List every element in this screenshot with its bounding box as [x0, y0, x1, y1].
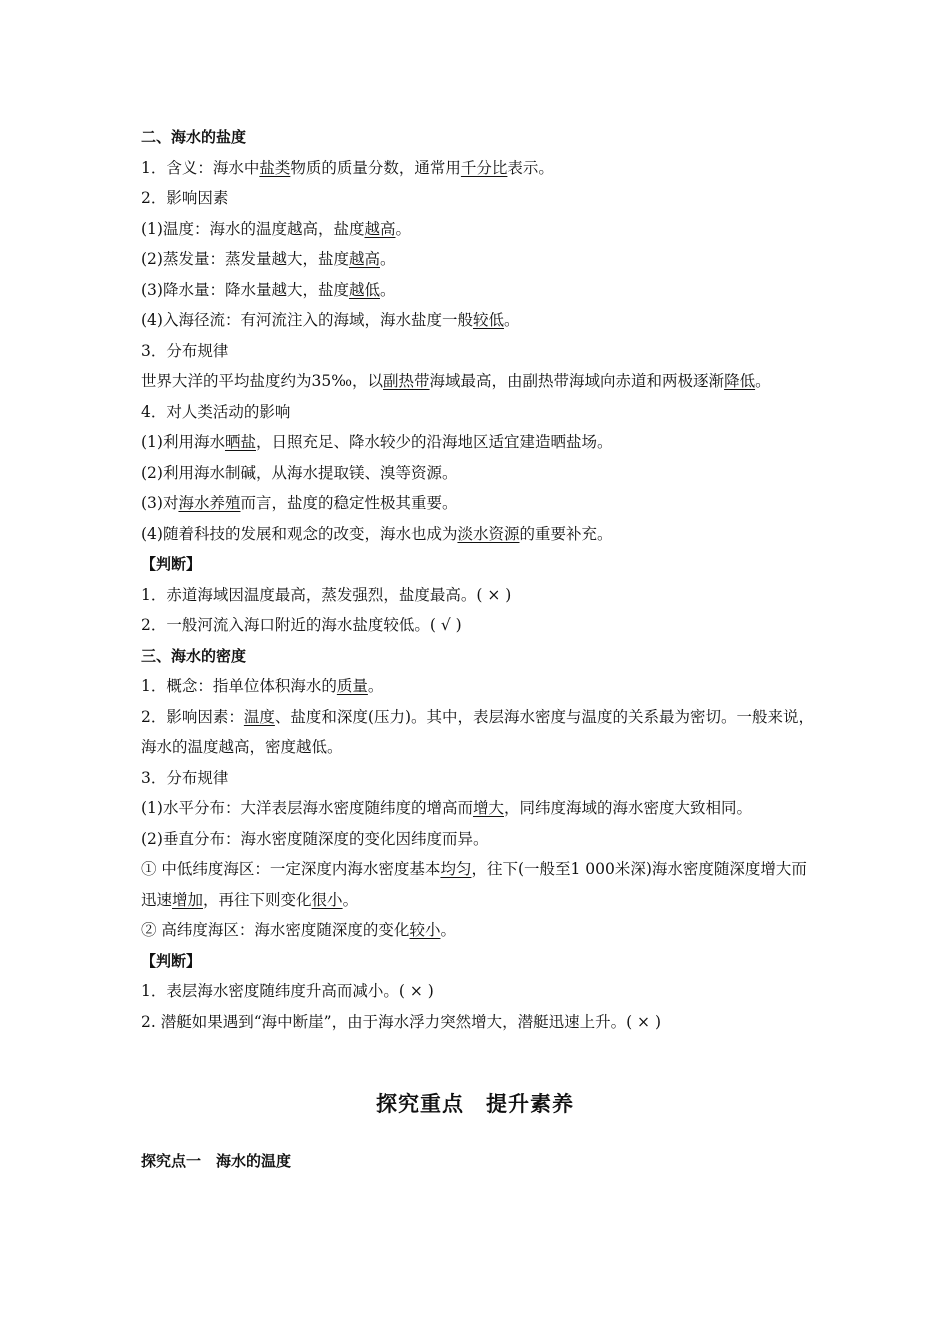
salinity-distribution-title: 3．分布规律 [141, 341, 229, 360]
heading-salinity: 二、海水的盐度 [141, 128, 247, 146]
salinity-factor-temperature: (1)温度：海水的温度越高，盐度越高。 [141, 219, 411, 238]
density-factors: 2．影响因素：温度、盐度和深度(压力)。其中，表层海水密度与温度的关系最为密切。一般来说，海水的温度越高，密度越低。 [141, 707, 814, 756]
density-judge-2: 2. 潜艇如果遇到“海中断崖”，由于海水浮力突然增大，潜艇迅速上升。( × ) [141, 1012, 662, 1031]
density-distribution-title: 3．分布规律 [141, 768, 229, 787]
salinity-impact-title: 4．对人类活动的影响 [141, 402, 291, 421]
section-title: 探究重点 提升素养 [376, 1092, 574, 1116]
salinity-factor-runoff: (4)入海径流：有河流注入的海域，海水盐度一般较低。 [141, 311, 520, 329]
density-judge-1: 1．表层海水密度随纬度升高而减小。( × ) [141, 982, 434, 1000]
density-vertical: (2)垂直分布：海水密度随深度的变化因纬度而异。 [141, 829, 489, 848]
salinity-impact-1: (1)利用海水晒盐，日照充足、降水较少的沿海地区适宜建造晒盐场。 [141, 433, 613, 451]
salinity-factor-precipitation: (3)降水量：降水量越大，盐度越低。 [141, 280, 396, 299]
density-judge-title: 【判断】 [141, 951, 202, 970]
sub-section-title: 探究点一 海水的温度 [141, 1152, 292, 1170]
density-concept: 1．概念：指单位体积海水的质量。 [141, 677, 384, 695]
salinity-impact-4: (4)随着科技的发展和观念的改变，海水也成为淡水资源的重要补充。 [141, 524, 613, 543]
salinity-judge-1: 1．赤道海域因温度最高，蒸发强烈，盐度最高。( × ) [141, 585, 512, 604]
salinity-impact-3: (3)对海水养殖而言，盐度的稳定性极其重要。 [141, 494, 458, 512]
density-horizontal: (1)水平分布：大洋表层海水密度随纬度的增高而增大，同纬度海域的海水密度大致相同。 [141, 799, 752, 817]
salinity-factor-evaporation: (2)蒸发量：蒸发量越大，盐度越高。 [141, 250, 396, 268]
salinity-impact-2: (2)利用海水制碱，从海水提取镁、溴等资源。 [141, 463, 458, 482]
density-low-mid-latitude: ① 中低纬度海区：一定深度内海水密度基本均匀，往下(一般至1 000米深)海水密度随深度增大而迅速增加，再往下则变化很小。 [141, 860, 807, 909]
heading-density: 三、海水的密度 [141, 646, 247, 665]
salinity-judge-2: 2．一般河流入海口附近的海水盐度较低。( √ ) [141, 616, 462, 634]
salinity-factors-title: 2．影响因素 [141, 189, 229, 207]
salinity-definition: 1．含义：海水中盐类物质的质量分数，通常用千分比表示。 [141, 158, 554, 177]
density-high-latitude: ② 高纬度海区：海水密度随深度的变化较小。 [141, 921, 456, 939]
salinity-judge-title: 【判断】 [141, 555, 202, 573]
document-body [141, 122, 821, 1037]
salinity-distribution: 世界大洋的平均盐度约为35‰，以副热带海域最高，由副热带海域向赤道和两极逐渐降低。 [141, 372, 771, 390]
